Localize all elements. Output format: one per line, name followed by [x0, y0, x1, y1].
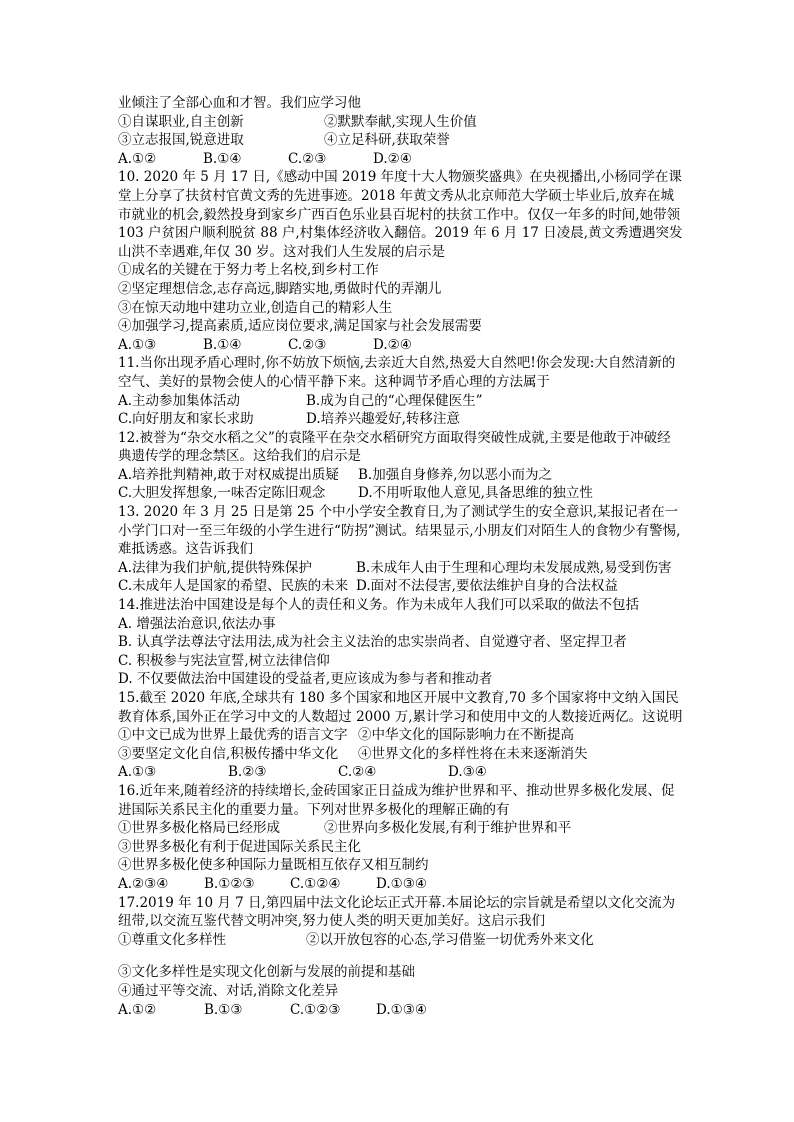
- question-13-options-row-1: [118, 559, 683, 578]
- question-16-option-4: ④世界多极化使多种国际力量既相互依存又相互制约: [118, 857, 429, 874]
- choice-d: D.①③④: [376, 1001, 427, 1018]
- question-10-option-2: ②坚定理想信念,志存高远,脚踏实地,勇做时代的弄潮儿: [118, 280, 442, 297]
- question-17-option-1: ①尊重文化多样性: [118, 931, 226, 948]
- question-12-options-row-2: [118, 484, 683, 503]
- question-11-options-row-2: [118, 410, 683, 429]
- question-16-option-2: ②世界向多极化发展,有利于维护世界和平: [324, 820, 572, 837]
- choice-a: A.②③④: [118, 875, 169, 892]
- question-15-option-1: ①中文已成为世界上最优秀的语言文字: [118, 727, 348, 744]
- question-10-option-3: ③在惊天动地中建功立业,创造自己的精彩人生: [118, 299, 393, 316]
- question-15-options-row-2: [118, 745, 683, 764]
- question-14-option-a: A. 增强法治意识,依法办事: [118, 615, 276, 632]
- choice-c: C.②④: [338, 764, 377, 781]
- question-9-option-4: ④立足科研,获取荣誉: [324, 132, 450, 149]
- choice-d: D.③④: [448, 764, 487, 781]
- choice-c: C.②③: [288, 336, 327, 353]
- question-12-option-c: C.大胆发挥想象,一味否定陈旧观念: [118, 485, 326, 502]
- question-14-option-d: D. 不仅要做法治中国建设的受益者,更应该成为参与者和推动者: [118, 671, 493, 688]
- choice-b: B.①④: [203, 336, 242, 353]
- question-9-option-1: ①自谋职业,自主创新: [118, 113, 244, 130]
- choice-b: B.①③: [204, 1001, 243, 1018]
- question-9-options-row-1: [118, 113, 683, 132]
- question-16-choices: [118, 875, 683, 894]
- question-17-option-3: ③文化多样性是实现文化创新与发展的前提和基础: [118, 964, 415, 981]
- choice-a: A.①②: [118, 150, 157, 167]
- question-16-option-1: ①世界多极化格局已经形成: [118, 820, 280, 837]
- question-13-option-a: A.法律为我们护航,提供特殊保护: [118, 559, 312, 576]
- question-17-stem: 17.2019 年 10 月 7 日,第四届中法文化论坛正式开幕.本届论坛的宗旨就是希望以文化交流为纽带,以交流互鉴代替文明冲突,努力使人类的明天更加美好。这启示我们: [118, 894, 676, 930]
- choice-d: D.①③④: [376, 875, 427, 892]
- question-16-stem: 16.近年来,随着经济的持续增长,金砖国家正日益成为维护世界和平、推动世界多极化发展、促进国际关系民主化的重要力量。下列对世界多极化的理解正确的有: [118, 782, 675, 818]
- question-12-option-b: B.加强自身修养,勿以恶小而为之: [358, 466, 553, 483]
- choice-d: D.②④: [373, 150, 412, 167]
- question-13-options-row-2: [118, 577, 683, 596]
- question-11-option-a: A.主动参加集体活动: [118, 392, 241, 409]
- question-15-stem: 15.截至 2020 年底,全球共有 180 多个国家和地区开展中文教育,70 多个国家将中文纳入国民教育体系,国外正在学习中文的人数超过 2000 万,累计学习和使用中文的人数接近两亿。这说明: [118, 690, 683, 725]
- question-11-stem: 11.当你出现矛盾心理时,你不妨放下烦恼,去亲近大自然,热爱大自然吧!你会发现:大自然清新的空气、美好的景物会使人的心情平静下来。这种调节矛盾心理的方法属于: [118, 355, 676, 390]
- question-13-stem: 13. 2020 年 3 月 25 日是第 25 个中小学安全教育日,为了测试学生的安全意识,某报记者在一小学门口对一至三年级的小学生进行“防拐”测试。结果显示,小朋友们对陌生人的食物少有警惕,难抵诱惑。这告诉我们: [118, 504, 681, 558]
- choice-a: A.①③: [118, 336, 157, 353]
- choice-c: C.①②③: [290, 1001, 341, 1018]
- choice-c: C.①②④: [290, 875, 341, 892]
- question-15-options-row-1: [118, 726, 683, 745]
- question-11-option-c: C.向好朋友和家长求助: [118, 411, 254, 428]
- question-9-option-3: ③立志报国,锐意进取: [118, 132, 244, 149]
- question-13-option-d: D.面对不法侵害,要依法维护自身的合法权益: [356, 578, 618, 595]
- question-10-option-4: ④加强学习,提高素质,适应岗位要求,满足国家与社会发展需要: [118, 318, 482, 335]
- choice-d: D.②④: [373, 336, 412, 353]
- choice-a: A.①②: [118, 1001, 157, 1018]
- question-17-option-4: ④通过平等交流、对话,消除文化差异: [118, 982, 339, 999]
- question-15-option-2: ②中华文化的国际影响力在不断提高: [358, 727, 574, 744]
- question-15-option-3: ③要坚定文化自信,积极传播中华文化: [118, 745, 339, 762]
- question-15-choices: [118, 763, 683, 782]
- question-9-option-2: ②默默奉献,实现人生价值: [324, 113, 477, 130]
- question-14-option-b: B. 认真学法尊法守法用法,成为社会主义法治的忠实崇尚者、自觉遵守者、坚定捍卫者: [118, 634, 627, 651]
- question-17-choices: [118, 1001, 683, 1020]
- question-13-option-b: B.未成年人由于生理和心理均未发展成熟,易受到伤害: [356, 559, 672, 576]
- choice-b: B.①④: [203, 150, 242, 167]
- question-12-option-a: A.培养批判精神,敢于对权威提出质疑: [118, 466, 339, 483]
- question-9-choices: [118, 150, 683, 169]
- choice-c: C.②③: [288, 150, 327, 167]
- question-16-options-row-1: [118, 819, 683, 838]
- choice-b: B.①②③: [204, 875, 255, 892]
- question-16-option-3: ③世界多极化有利于促进国际关系民主化: [118, 838, 361, 855]
- blank-gap: [118, 949, 683, 963]
- question-14-option-c: C. 积极参与宪法宣誓,树立法律信仰: [118, 652, 330, 669]
- question-14-stem: 14.推进法治中国建设是每个人的责任和义务。作为未成年人我们可以采取的做法不包括: [118, 597, 639, 614]
- question-10-option-1: ①成名的关键在于努力考上名校,到乡村工作: [118, 262, 379, 279]
- question-10-choices: [118, 336, 683, 355]
- question-13-option-c: C.未成年人是国家的希望、民族的未来: [118, 578, 349, 595]
- question-17-options-row-1: [118, 931, 683, 950]
- question-9-stem-tail: 业倾注了全部心血和才智。我们应学习他: [118, 95, 361, 111]
- choice-a: A.①③: [118, 764, 157, 781]
- question-17-option-2: ②以开放包容的心态,学习借鉴一切优秀外来文化: [306, 931, 594, 948]
- choice-b: B.②③: [228, 764, 267, 781]
- question-11-option-d: D.培养兴趣爱好,转移注意: [306, 411, 460, 428]
- question-10-stem: 10. 2020 年 5 月 17 日,《感动中国 2019 年度十大人物颁奖盛典》在央视播出,小杨同学在课堂上分享了扶贫村官黄文秀的先进事迹。2018 年黄文秀从北京师范大学硕士毕业后,放弃在城市就业的机会,毅然投身到家乡广西百色乐业县百坭村的扶贫工作中。仅仅一年多的时间,她带领 103 户贫困户顺利脱贫 88 户,村集体经济收入翻倍。2019 年 6 月 17 日凌晨,黄文秀遭遇突发山洪不幸遇难,年仅 30 岁。这对我们人生发展的启示是: [118, 169, 683, 260]
- question-11-option-b: B.成为自己的“心理保健医生”: [306, 392, 483, 409]
- question-9-options-row-2: [118, 131, 683, 150]
- question-11-options-row-1: [118, 392, 683, 411]
- question-15-option-4: ④世界文化的多样性将在未来逐渐消失: [358, 745, 588, 762]
- question-12-options-row-1: [118, 466, 683, 485]
- question-12-option-d: D.不用听取他人意见,具备思维的独立性: [358, 485, 593, 502]
- question-12-stem: 12.被誉为“杂交水稻之父”的袁隆平在杂交水稻研究方面取得突破性成就,主要是他敢于冲破经典遗传学的理念禁区。这给我们的启示是: [118, 429, 671, 465]
- exam-page: [118, 94, 683, 1019]
